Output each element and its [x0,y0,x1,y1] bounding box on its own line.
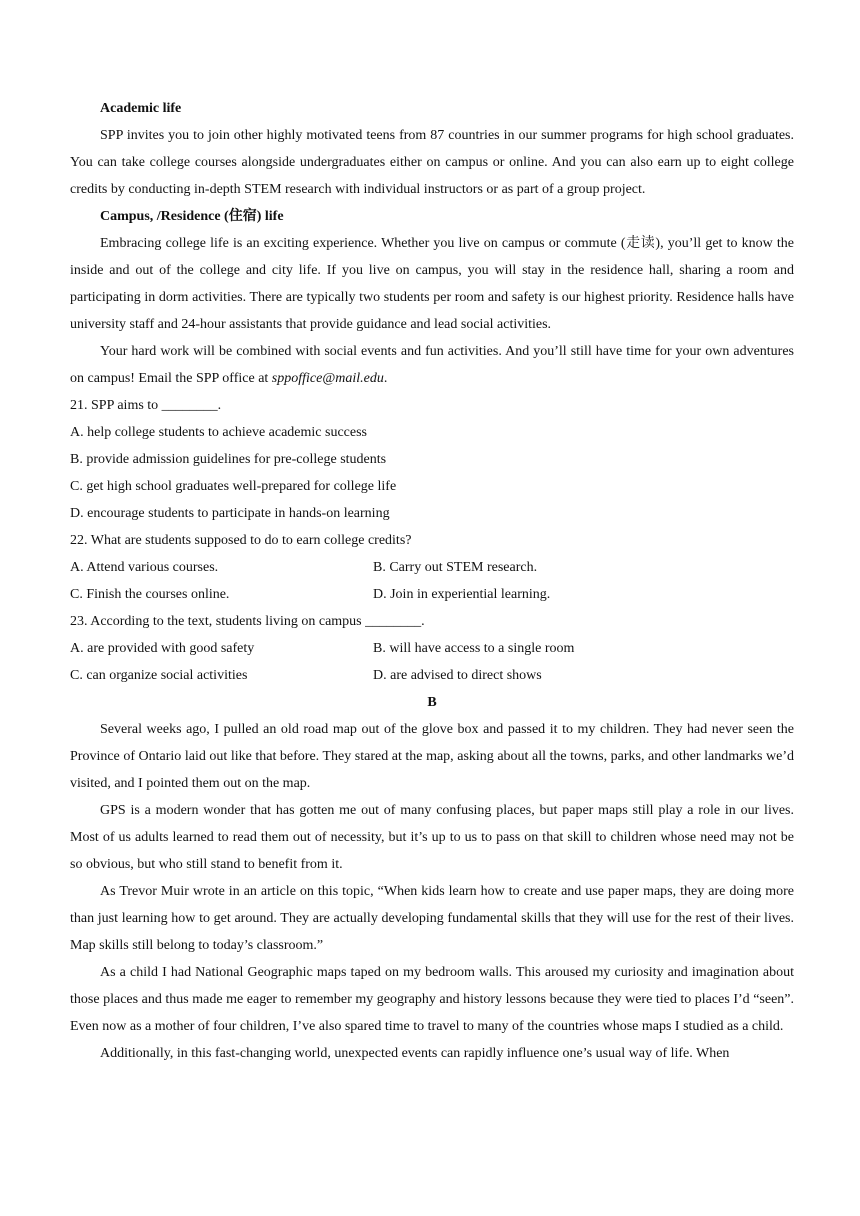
question-23-options-row-1 [70,635,794,662]
question-23-option-d: D. are advised to direct shows [373,668,542,683]
question-21-option-c: C. get high school graduates well-prepared for college life [70,479,397,494]
question-21-option-a: A. help college students to achieve academic success [70,425,367,440]
question-22-stem: 22. What are students supposed to do to earn college credits? [70,533,412,548]
question-22-option-a: A. Attend various courses. [70,560,219,575]
campus-paragraph-2 [70,338,794,392]
question-22-option-c: C. Finish the courses online. [70,587,230,602]
academic-paragraph: SPP invites you to join other highly motivated teens from 87 countries in our summer programs for high school graduates. You can take college courses alongside undergraduates either on campus or online. And you can also earn up to eight college credits by conducting in-depth STEM research with individual instructors or as part of a group project. [70,128,794,197]
academic-heading: Academic life [100,101,182,116]
question-23-option-a: A. are provided with good safety [70,641,255,656]
section-b-paragraph-5: Additionally, in this fast-changing world, unexpected events can rapidly influence one’s usual way of life. When [100,1046,730,1061]
question-22-options-row-1 [70,554,794,581]
section-b-paragraph-1: Several weeks ago, I pulled an old road map out of the glove box and passed it to my children. They had never seen the Province of Ontario laid out like that before. They stared at the map, asking about all the towns, parks, and other landmarks we’d visited, and I pointed them out on the map. [70,722,794,791]
campus-paragraph-2-end: . [383,371,388,386]
question-21-option-b: B. provide admission guidelines for pre-college students [70,452,387,467]
question-21-stem: 21. SPP aims to ________. [70,398,222,413]
question-23-option-b: B. will have access to a single room [373,641,575,656]
question-22-option-d: D. Join in experiential learning. [373,587,551,602]
question-22-options-row-2 [70,581,794,608]
question-23-option-c: C. can organize social activities [70,668,248,683]
section-b-paragraph-3: As Trevor Muir wrote in an article on this topic, “When kids learn how to create and use paper maps, they are doing more than just learning how to get around. They are actually developing fundamental skills that they will use for the rest of their lives. Map skills still belong to today’s classroom.” [70,884,794,953]
section-b-paragraph-2: GPS is a modern wonder that has gotten me out of many confusing places, but paper maps still play a role in our lives. Most of us adults learned to read them out of necessity, but it’s up to us to pass on that skill to children whose need may not be so obvious, but who still stand to benefit from it. [70,803,794,872]
document-page [70,95,794,1067]
campus-paragraph-1: Embracing college life is an exciting experience. Whether you live on campus or commute (走读), you’ll get to know the inside and out of the college and city life. If you live on campus, you will stay in the residence hall, sharing a room and participating in dorm activities. There are typically two students per room and safety is our highest priority. Residence halls have university staff and 24-hour assistants that provide guidance and lead social activities. [70,236,794,332]
question-23-options-row-2 [70,662,794,689]
question-21-option-d: D. encourage students to participate in hands-on learning [70,506,390,521]
campus-paragraph-2-text: Your hard work will be combined with social events and fun activities. And you’ll still have time for your own adventures on campus! Email the SPP office at [70,344,794,386]
section-b-paragraph-4: As a child I had National Geographic maps taped on my bedroom walls. This aroused my curiosity and imagination about those places and thus made me eager to remember my geography and history lessons because they were tied to places I’d “seen”. Even now as a mother of four children, I’ve also spared time to travel to many of the countries whose maps I studied as a child. [70,965,794,1034]
campus-heading: Campus, /Residence (住宿) life [100,209,284,224]
question-22-option-b: B. Carry out STEM research. [373,560,538,575]
section-b-title: B [427,695,437,710]
email-address: sppoffice@mail.edu [271,371,384,386]
question-23-stem: 23. According to the text, students living on campus ________. [70,614,425,629]
